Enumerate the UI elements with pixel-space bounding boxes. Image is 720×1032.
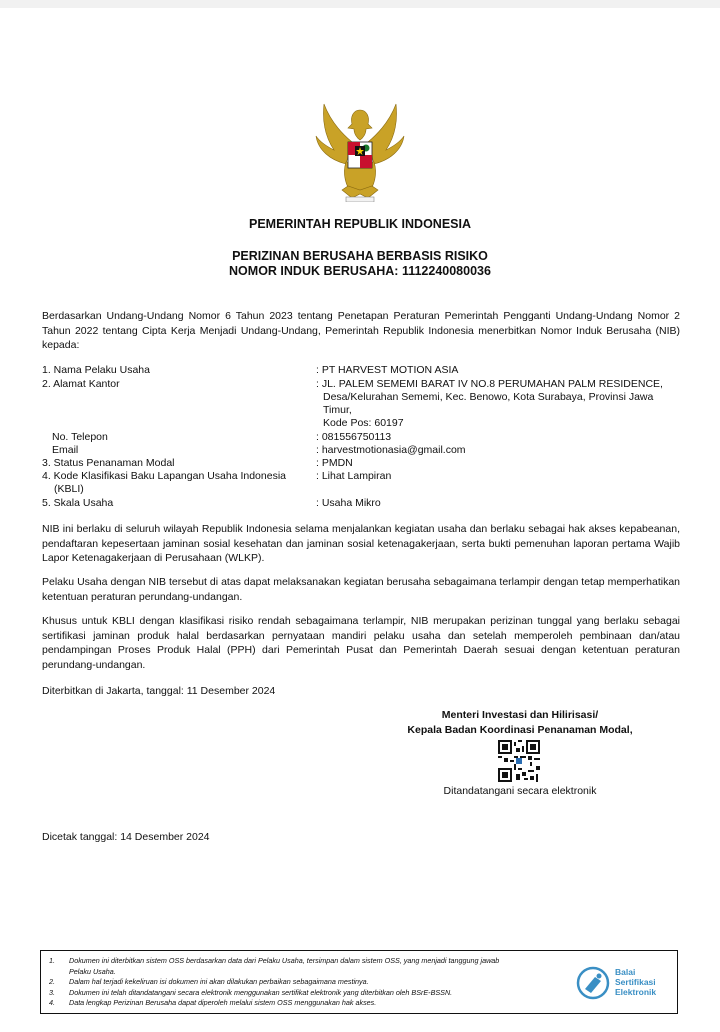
postal-code: Kode Pos: 60197 bbox=[323, 417, 404, 429]
field-label: (KBLI) bbox=[54, 483, 84, 495]
issued-date: Diterbitkan di Jakarta, tanggal: 11 Desember 2024 bbox=[42, 685, 276, 697]
address-line: Desa/Kelurahan Sememi, Kec. Benowo, Kota Surabaya, Provinsi Jawa bbox=[323, 391, 654, 403]
field-value: : Lihat Lampiran bbox=[316, 470, 392, 482]
footnote-number: 3. bbox=[49, 987, 55, 997]
footnote-text: Pelaku Usaha. bbox=[69, 966, 116, 976]
bsre-logo-line: Sertifikasi bbox=[615, 977, 656, 987]
field-value: : harvestmotionasia@gmail.com bbox=[316, 444, 466, 456]
field-value: : PT HARVEST MOTION ASIA bbox=[316, 364, 459, 376]
garuda-emblem-icon bbox=[312, 102, 408, 202]
field-label: 3. Status Penanaman Modal bbox=[42, 457, 175, 469]
signatory-title-line2: Kepala Badan Koordinasi Penanaman Modal, bbox=[407, 724, 633, 736]
footnote-text: Dalam hal terjadi kekeliruan isi dokumen ini akan dilakukan perbaikan sebagaimana mestinya. bbox=[69, 977, 369, 986]
footnote-item bbox=[49, 988, 579, 999]
bsre-logo-text bbox=[615, 967, 656, 997]
bsre-logo-line: Elektronik bbox=[615, 987, 657, 997]
footnote-item bbox=[49, 977, 579, 988]
bsre-logo bbox=[575, 965, 675, 1001]
top-edge-line bbox=[0, 0, 720, 8]
field-label: 1. Nama Pelaku Usaha bbox=[42, 364, 150, 376]
field-value: : 081556750113 bbox=[316, 431, 392, 443]
field-label: 4. Kode Klasifikasi Baku Lapangan Usaha Indonesia bbox=[42, 470, 287, 482]
address-line: Timur, bbox=[323, 404, 352, 416]
footnote-item bbox=[49, 956, 579, 977]
footnote-number: 2. bbox=[49, 977, 55, 986]
footnote-number: 4. bbox=[49, 998, 55, 1007]
footnote-text: Data lengkap Perizinan Berusaha dapat diperoleh melalui sistem OSS menggunakan hak akses. bbox=[69, 998, 377, 1007]
footnote-text: Dokumen ini telah ditandatangani secara elektronik menggunakan sertifikat elektronik yang diterbitkan oleh BSrE-BSSN. bbox=[69, 987, 453, 997]
field-value: : JL. PALEM SEMEMI BARAT IV NO.8 PERUMAHAN PALM RESIDENCE, bbox=[316, 378, 663, 390]
e-signature-note: Ditandatangani secara elektronik bbox=[443, 785, 597, 797]
footnote-number: 1. bbox=[49, 956, 55, 965]
intro-paragraph: Berdasarkan Undang-Undang Nomor 6 Tahun 2023 tentang Penetapan Peraturan Pemerintah Pengganti Undang-Undang Nomor 2 Tahun 2022 tentang Cipta Kerja Menjadi Undang-Undang, Pemerintah Republik Indonesia menerbitkan Nomor Induk Berusaha (NIB) kepada: bbox=[42, 310, 680, 351]
bsre-logo-line: Balai bbox=[615, 967, 636, 977]
permit-title: PERIZINAN BERUSAHA BERBASIS RISIKO bbox=[232, 249, 488, 263]
footnote-item bbox=[49, 998, 579, 1009]
field-value: : PMDN bbox=[316, 457, 353, 469]
validity-paragraph: NIB ini berlaku di seluruh wilayah Republik Indonesia selama menjalankan kegiatan usaha dan berlaku sebagai hak akses kepabeanan, pendaftaran kepesertaan jaminan sosial kesehatan dan jaminan sosial ketenagakerjaan, serta bukti pemenuhan laporan pertama Wajib Lapor Ketenagakerjaan di Perusahaan (WLKP). bbox=[42, 523, 680, 564]
nib-number: NOMOR INDUK BERUSAHA: 1112240080036 bbox=[229, 264, 491, 278]
qr-code-icon bbox=[498, 740, 540, 782]
government-title: PEMERINTAH REPUBLIK INDONESIA bbox=[248, 217, 471, 231]
signatory-title-line1: Menteri Investasi dan Hilirisasi/ bbox=[441, 709, 599, 721]
footnote-text: Dokumen ini diterbitkan sistem OSS berdasarkan data dari Pelaku Usaha, tersimpan dalam sistem OSS, yang menjadi tanggung jawab bbox=[69, 956, 500, 965]
activity-paragraph: Pelaku Usaha dengan NIB tersebut di atas dapat melaksanakan kegiatan berusaha sebagaimana terlampir dengan tetap memperhatikan ketentuan peraturan perundang-undangan. bbox=[42, 576, 680, 603]
field-value: : Usaha Mikro bbox=[316, 497, 381, 509]
field-label: No. Telepon bbox=[52, 431, 108, 443]
printed-date: Dicetak tanggal: 14 Desember 2024 bbox=[42, 831, 210, 843]
field-label: 2. Alamat Kantor bbox=[42, 378, 120, 390]
footer-disclaimer-box bbox=[40, 950, 678, 1014]
field-label: 5. Skala Usaha bbox=[42, 497, 114, 509]
footnote-list bbox=[49, 956, 579, 1009]
halal-paragraph: Khusus untuk KBLI dengan klasifikasi risiko rendah sebagaimana terlampir, NIB merupakan perizinan tunggal yang berlaku sebagai sertifikasi jaminan produk halal berdasarkan pernyataan mandiri pelaku usaha dan setelah memperoleh pembinaan dan/atau pendampingan Proses Produk Halal (PPH) dari Pemerintah Pusat dan Pemerintah Daerah sesuai dengan ketentuan peraturan perundang-undangan. bbox=[42, 615, 680, 671]
bsre-badge-icon bbox=[575, 965, 611, 1001]
field-label: Email bbox=[52, 444, 79, 456]
